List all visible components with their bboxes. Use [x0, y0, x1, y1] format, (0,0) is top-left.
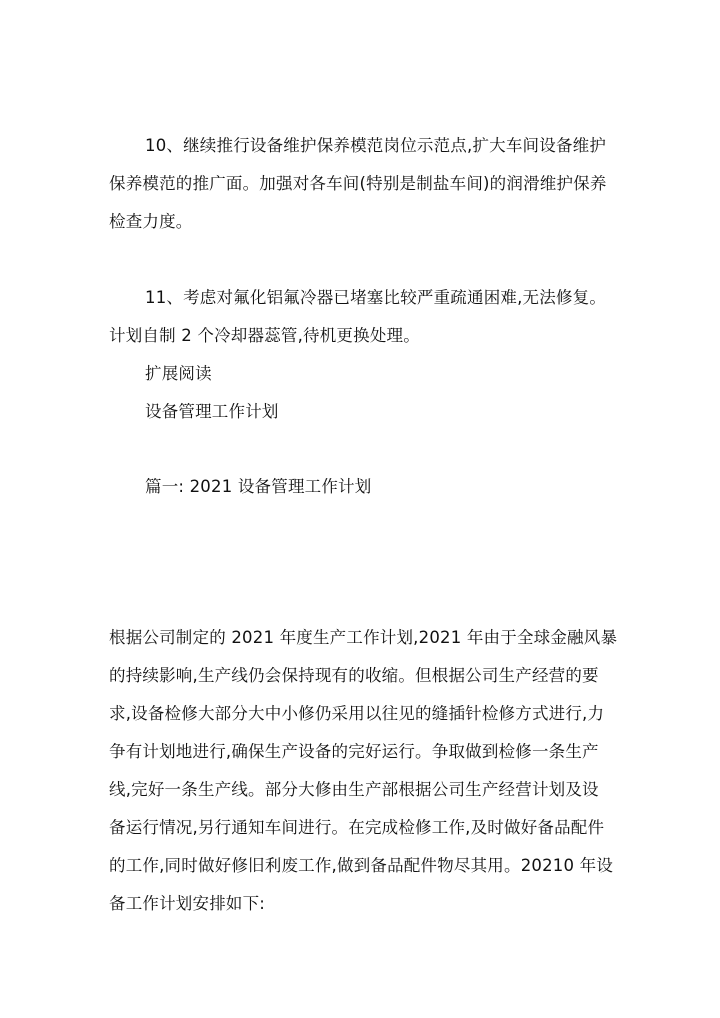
body-line-6: 备运行情况,另行通知车间进行。在完成检修工作,及时做好备品配件	[109, 818, 605, 837]
body-line-7: 的工作,同时做好修旧利废工作,做到备品配件物尽其用。20210 年设	[109, 856, 614, 875]
plan-title: 设备管理工作计划	[145, 402, 279, 421]
body-line-1: 根据公司制定的 2021 年度生产工作计划,2021 年由于全球金融风暴	[109, 628, 618, 647]
para10-line-1: 10、继续推行设备维护保养模范岗位示范点,扩大车间设备维护	[145, 136, 607, 155]
body-line-5: 线,完好一条生产线。部分大修由生产部根据公司生产经营计划及设	[109, 780, 599, 799]
para10-line-3: 检查力度。	[109, 212, 193, 231]
para11-line-1: 11、考虑对氟化铝氟冷器已堵塞比较严重疏通困难,无法修复。	[145, 288, 607, 307]
para11-line-2: 计划自制 2 个冷却器蕊管,待机更换处理。	[109, 326, 420, 345]
body-line-8: 备工作计划安排如下:	[109, 894, 266, 913]
body-line-4: 争有计划地进行,确保生产设备的完好运行。争取做到检修一条生产	[109, 742, 599, 761]
body-line-2: 的持续影响,生产线仍会保持现有的收缩。但根据公司生产经营的要	[109, 666, 599, 685]
chapter-heading: 篇一: 2021 设备管理工作计划	[145, 477, 372, 496]
extended-reading-label: 扩展阅读	[145, 364, 212, 383]
body-line-3: 求,设备检修大部分大中小修仍采用以往见的缝插针检修方式进行,力	[109, 704, 605, 723]
para10-line-2: 保养模范的推广面。加强对各车间(特别是制盐车间)的润滑维护保养	[109, 174, 607, 193]
